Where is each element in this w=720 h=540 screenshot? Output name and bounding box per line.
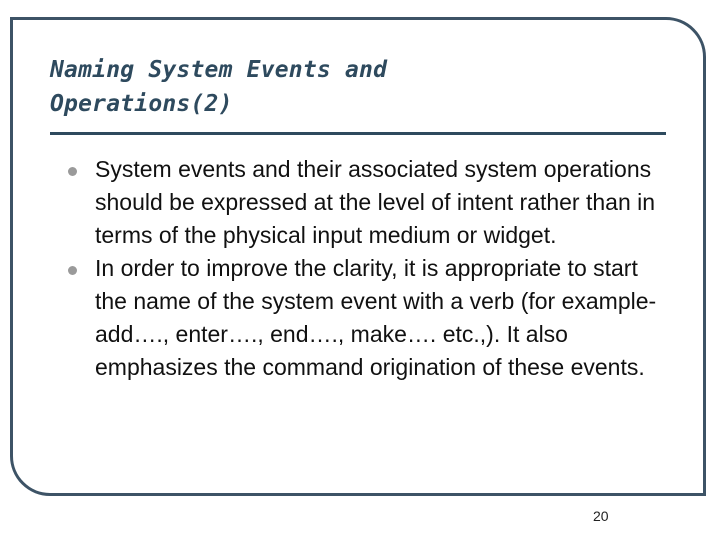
bullet-dot-icon xyxy=(68,266,77,275)
slide-title-line-1: Naming System Events and xyxy=(50,57,388,83)
bullet-text: In order to improve the clarity, it is appropriate to start the name of the system event with a verb (for example- add…., enter…., end…., make…. etc.,). It also emphasizes the command origination of these events. xyxy=(95,255,657,380)
slide-title xyxy=(50,53,387,121)
bullet-item xyxy=(65,153,665,252)
bullet-item xyxy=(65,252,665,384)
bullet-text: System events and their associated system operations should be expressed at the level of intent rather than in terms of the physical input medium or widget. xyxy=(95,156,656,248)
slide-title-line-2: Operations(2) xyxy=(50,91,233,117)
bullet-list xyxy=(65,153,665,384)
page-number: 20 xyxy=(593,508,609,524)
bullet-dot-icon xyxy=(68,167,77,176)
title-divider xyxy=(50,132,666,135)
